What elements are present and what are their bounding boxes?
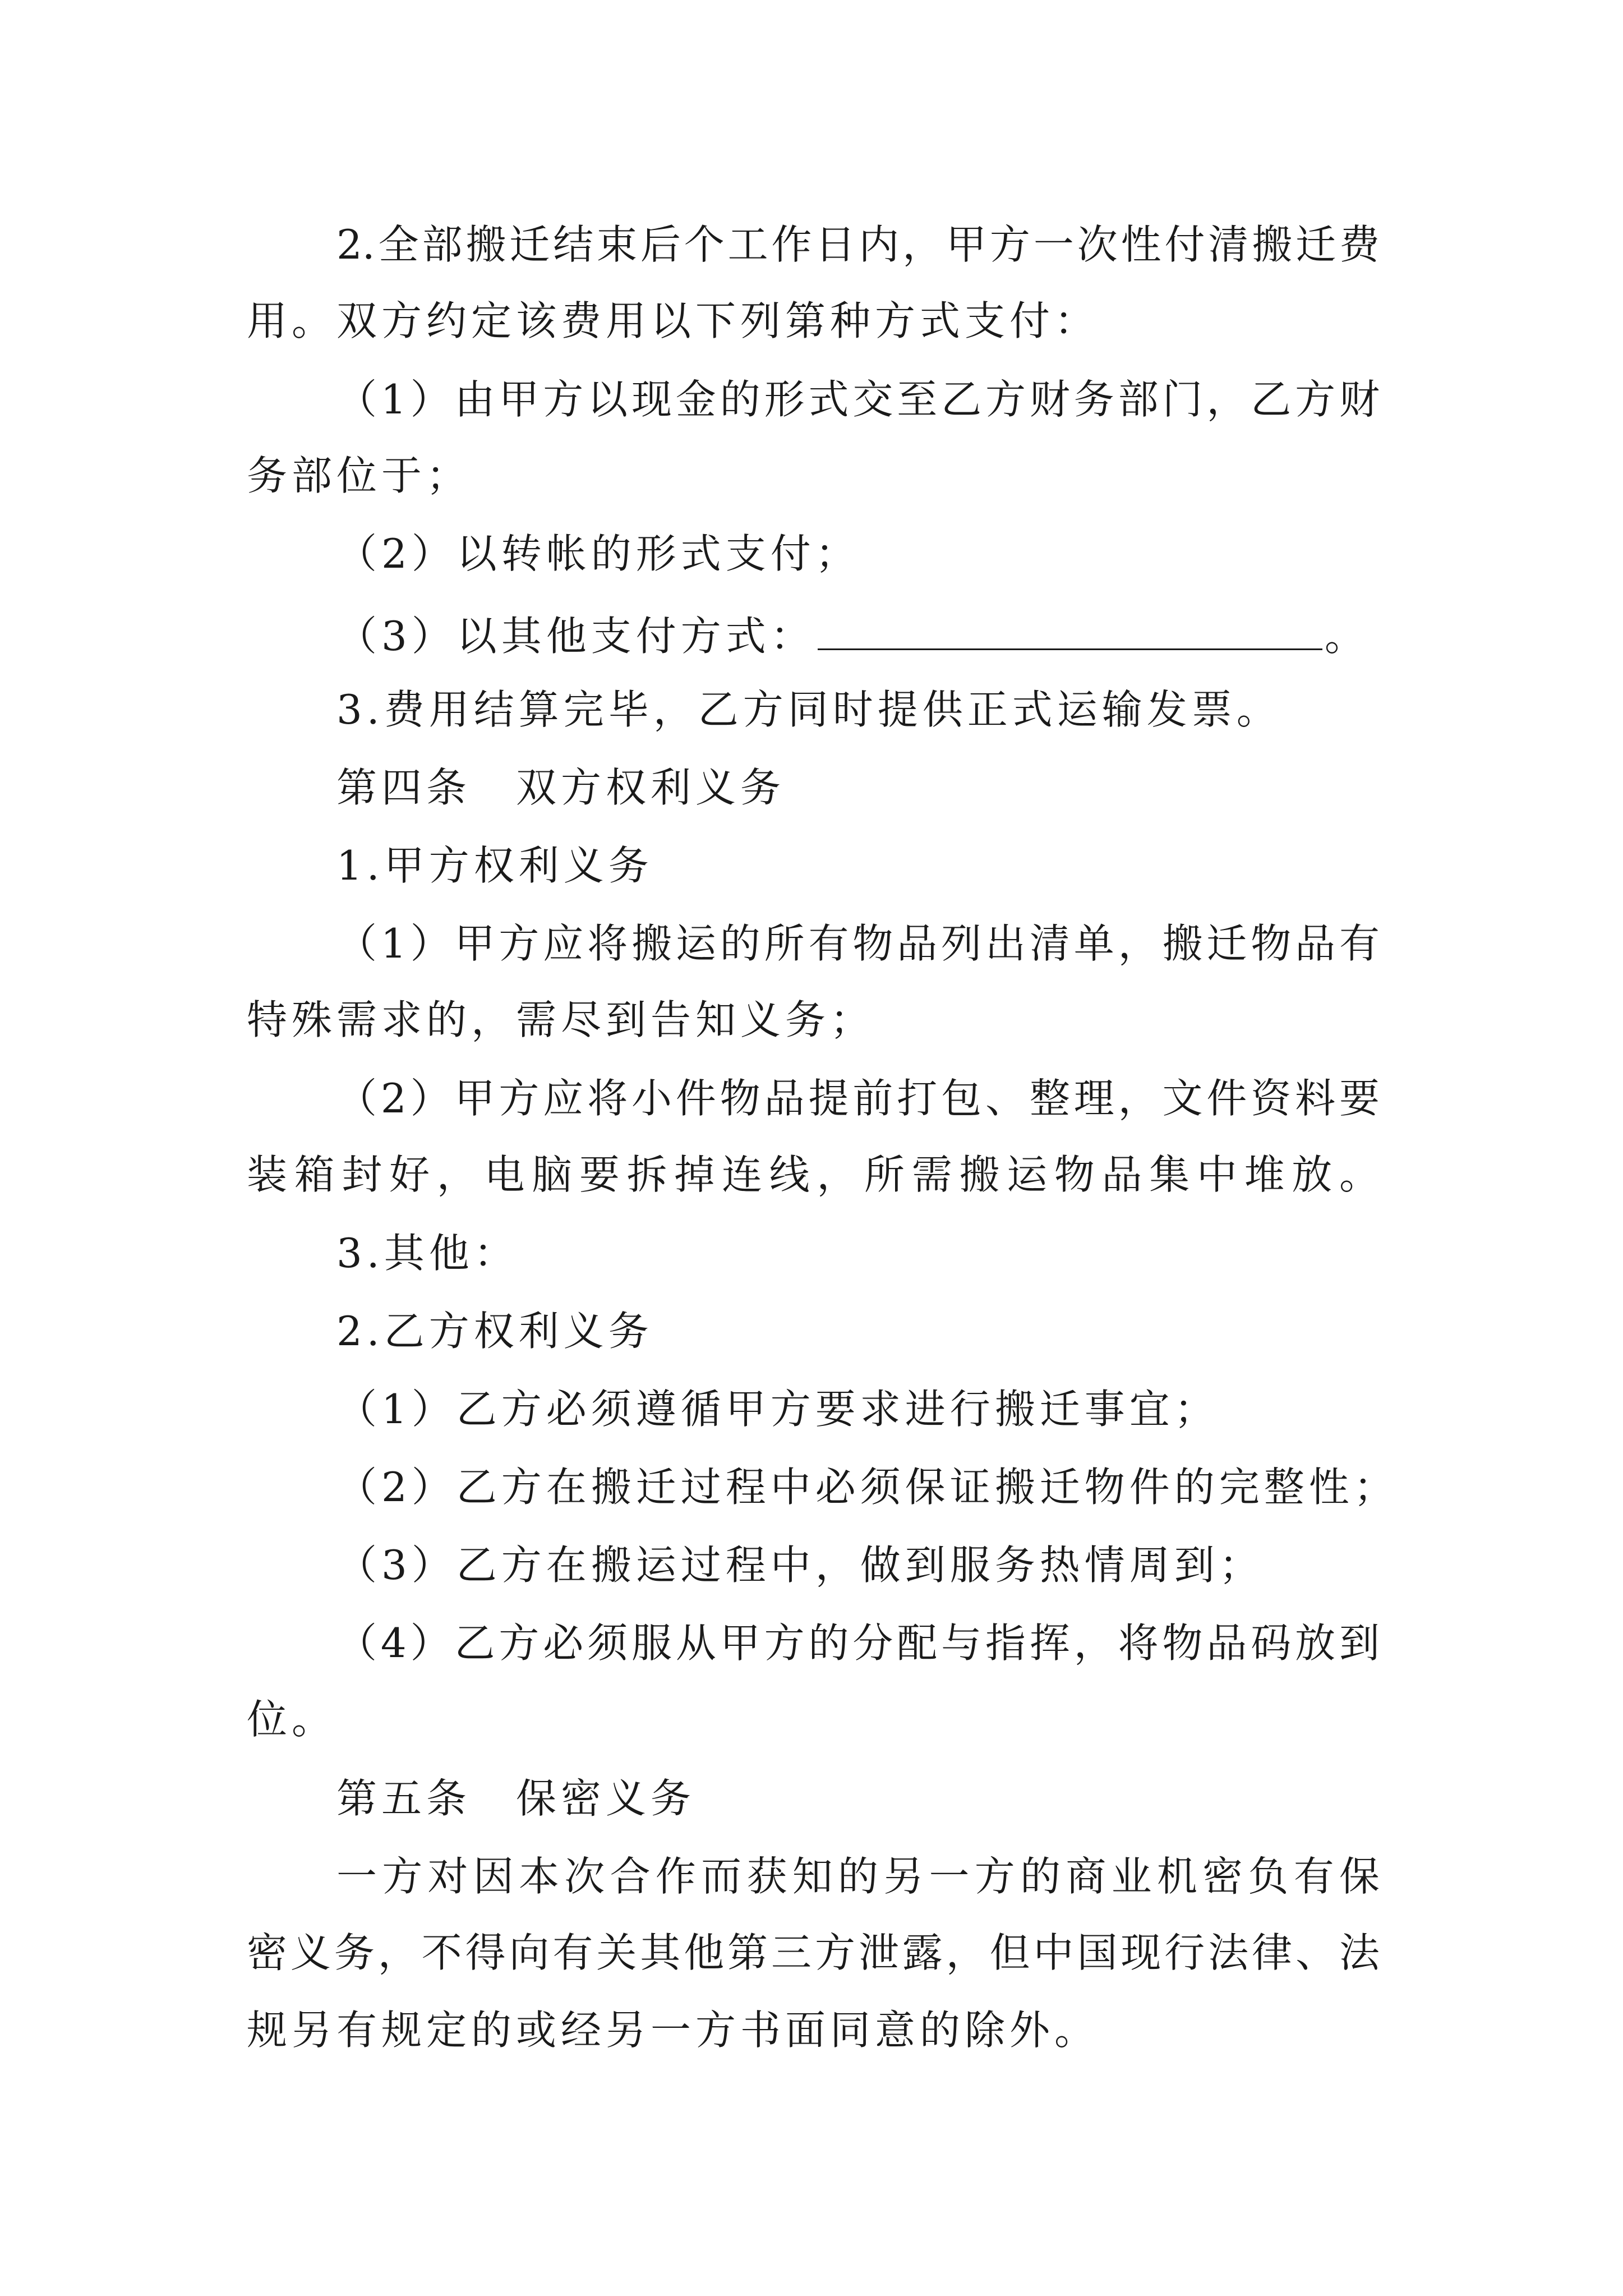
payment-method-blank — [818, 611, 1322, 650]
clause-3: 3.费用结算完毕，乙方同时提供正式运输发票。 — [336, 686, 1281, 733]
party-b-heading: 2.乙方权利义务 — [336, 1308, 653, 1355]
party-b-item-4-line-2: 位。 — [247, 1696, 337, 1743]
party-a-item-1-line-2: 特殊需求的，需尽到告知义务； — [247, 996, 875, 1043]
payment-option-1-line-1: （1）由甲方以现金的形式交至乙方财务部门，乙方财 — [336, 376, 1380, 423]
party-a-item-2-line-1: （2）甲方应将小件物品提前打包、整理，文件资料要 — [336, 1075, 1380, 1122]
payment-option-1-line-2: 务部位于； — [247, 452, 472, 499]
article-4-heading: 第四条 双方权利义务 — [336, 764, 786, 811]
party-a-item-1-line-1: （1）甲方应将搬运的所有物品列出清单，搬迁物品有 — [336, 920, 1380, 967]
payment-option-3 — [336, 611, 1370, 660]
clause-2-line-2: 用。双方约定该费用以下列第种方式支付： — [247, 297, 1100, 344]
party-a-item-2-line-2: 装箱封好，电脑要拆掉连线，所需搬运物品集中堆放。 — [247, 1151, 1380, 1198]
payment-option-3-label: （3）以其他支付方式： — [336, 613, 815, 660]
article-5-heading: 第五条 保密义务 — [336, 1775, 696, 1822]
party-a-item-3: 3.其他： — [336, 1230, 519, 1277]
clause-2-line-1: 2.全部搬迁结束后个工作日内，甲方一次性付清搬迁费 — [336, 221, 1380, 268]
party-b-item-4-line-1: （4）乙方必须服从甲方的分配与指挥，将物品码放到 — [336, 1619, 1380, 1667]
party-b-item-2: （2）乙方在搬迁过程中必须保证搬迁物件的完整性； — [336, 1464, 1399, 1511]
confidentiality-line-1: 一方对因本次合作而获知的另一方的商业机密负有保 — [336, 1853, 1380, 1900]
payment-option-2: （2）以转帐的形式支付； — [336, 530, 860, 577]
payment-option-3-end: 。 — [1324, 613, 1370, 660]
confidentiality-line-3: 规另有规定的或经另一方书面同意的除外。 — [247, 2007, 1100, 2054]
party-a-heading: 1.甲方权利义务 — [336, 842, 653, 889]
party-b-item-1: （1）乙方必须遵循甲方要求进行搬迁事宜； — [336, 1386, 1219, 1433]
confidentiality-line-2: 密义务，不得向有关其他第三方泄露，但中国现行法律、法 — [247, 1929, 1380, 1976]
party-b-item-3: （3）乙方在搬运过程中，做到服务热情周到； — [336, 1542, 1264, 1589]
